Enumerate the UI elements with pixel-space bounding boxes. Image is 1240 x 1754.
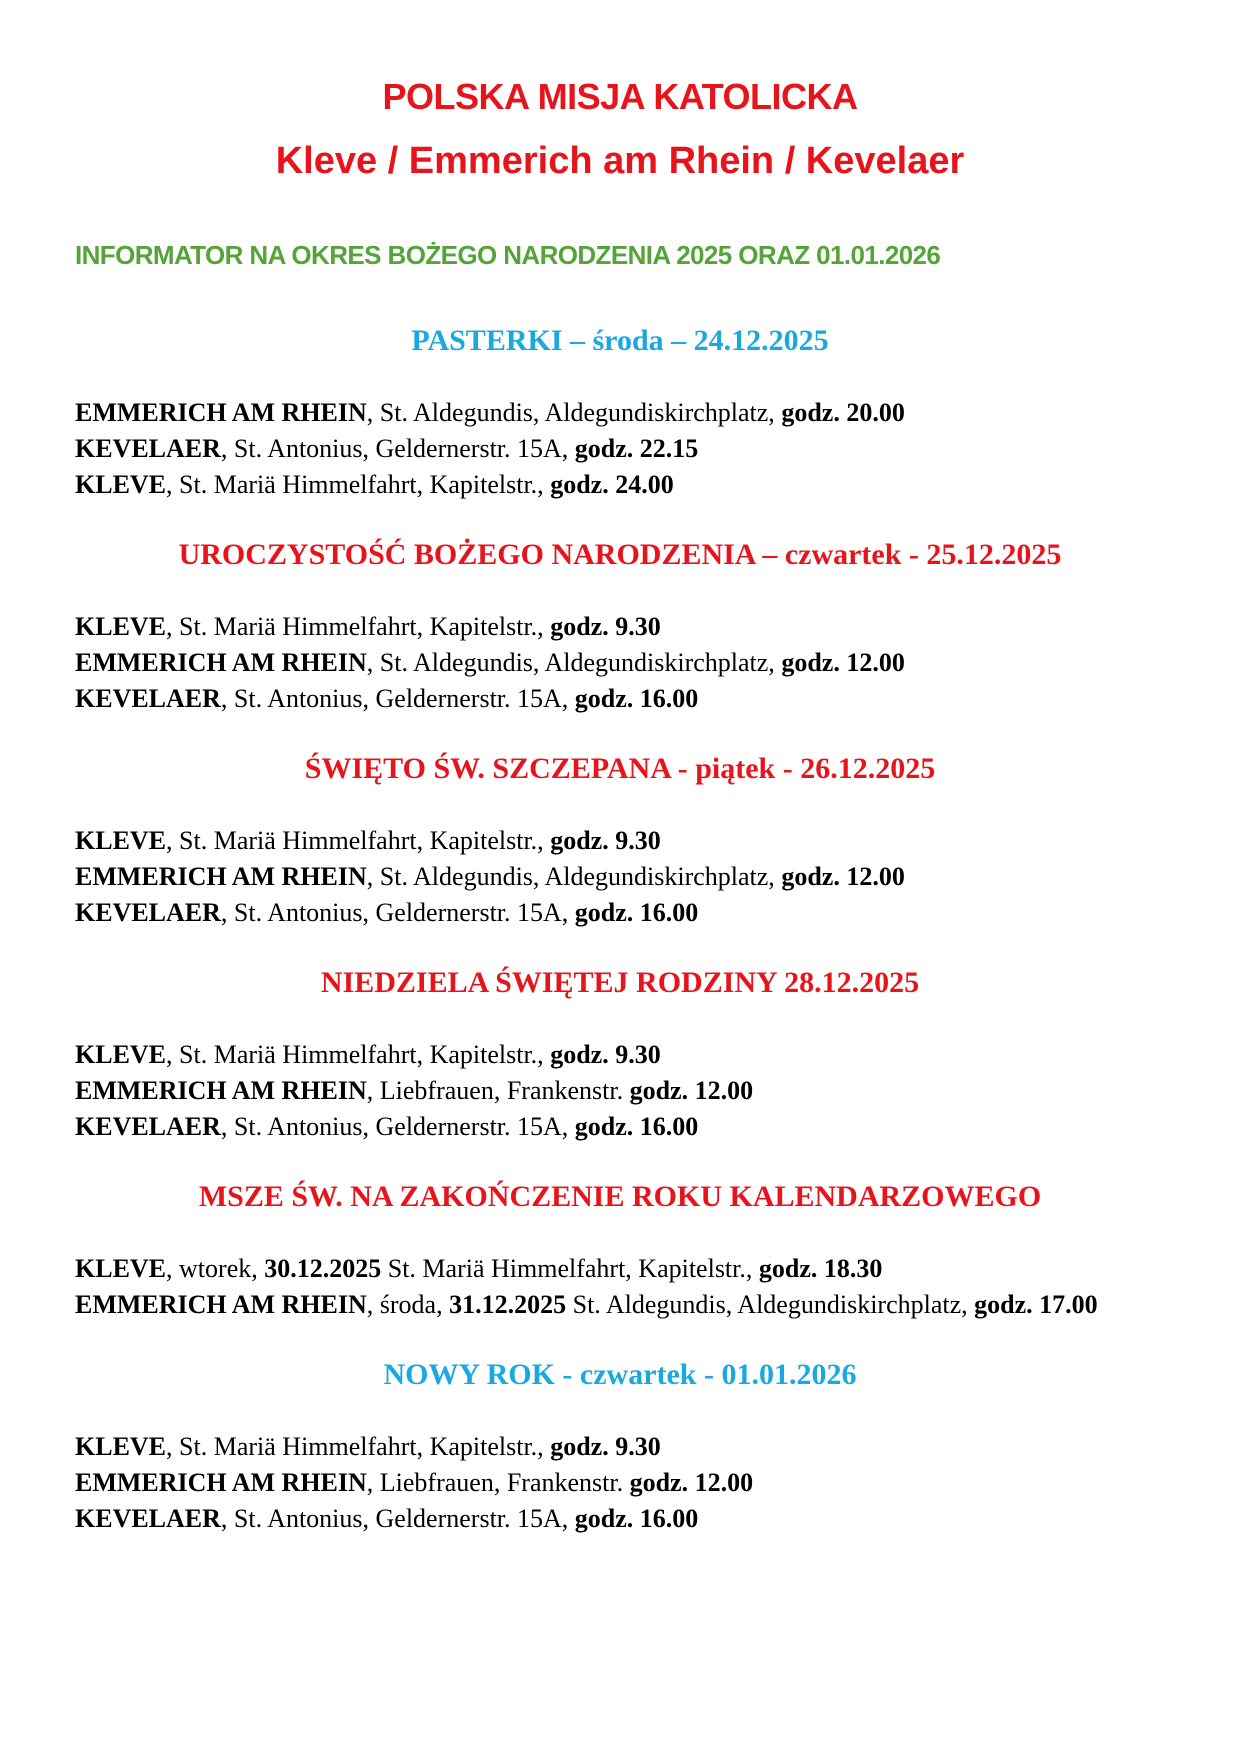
schedule-line bbox=[75, 1504, 698, 1534]
weekday: , wtorek, bbox=[166, 1254, 265, 1283]
mass-time: godz. 16.00 bbox=[574, 1504, 699, 1533]
schedule-line bbox=[75, 684, 698, 714]
church-address: St. Mariä Himmelfahrt, Kapitelstr., bbox=[381, 1254, 759, 1283]
schedule-line bbox=[75, 1254, 882, 1284]
church-address: , Liebfrauen, Frankenstr. bbox=[366, 1468, 630, 1497]
church-address: , St. Aldegundis, Aldegundiskirchplatz, bbox=[366, 398, 782, 427]
place-name: KEVELAER bbox=[75, 898, 221, 927]
mission-title: POLSKA MISJA KATOLICKA bbox=[382, 76, 858, 117]
place-name: KLEVE bbox=[75, 470, 167, 499]
mass-time: godz. 18.30 bbox=[758, 1254, 883, 1283]
schedule-line bbox=[75, 826, 661, 856]
section-title-holy-family: NIEDZIELA ŚWIĘTEJ RODZINY 28.12.2025 bbox=[320, 966, 920, 999]
mass-time: godz. 9.30 bbox=[550, 826, 661, 855]
church-address: , St. Mariä Himmelfahrt, Kapitelstr., bbox=[166, 612, 551, 641]
church-address: , St. Antonius, Geldernerstr. 15A, bbox=[220, 1504, 575, 1533]
mass-time: godz. 16.00 bbox=[574, 898, 699, 927]
section-title-pasterki: PASTERKI – środa – 24.12.2025 bbox=[411, 324, 829, 357]
mass-time: godz. 12.00 bbox=[781, 862, 905, 891]
place-name: KLEVE bbox=[75, 612, 167, 641]
section-title-new-year: NOWY ROK - czwartek - 01.01.2026 bbox=[383, 1358, 857, 1391]
place-name: KLEVE bbox=[75, 826, 167, 855]
schedule-line bbox=[75, 1290, 1098, 1320]
schedule-line bbox=[75, 398, 905, 428]
mass-time: godz. 16.00 bbox=[574, 1112, 699, 1141]
church-address: , St. Aldegundis, Aldegundiskirchplatz, bbox=[366, 862, 782, 891]
church-address: , St. Antonius, Geldernerstr. 15A, bbox=[220, 898, 575, 927]
mass-time: godz. 9.30 bbox=[550, 1432, 661, 1461]
section-title-year-end: MSZE ŚW. NA ZAKOŃCZENIE ROKU KALENDARZOWEGO bbox=[198, 1180, 1042, 1213]
schedule-line bbox=[75, 434, 698, 464]
mass-time: godz. 12.00 bbox=[629, 1076, 754, 1105]
schedule-line bbox=[75, 648, 905, 678]
weekday: , środa, bbox=[366, 1290, 450, 1319]
place-name: KLEVE bbox=[75, 1254, 167, 1283]
church-address: , St. Aldegundis, Aldegundiskirchplatz, bbox=[366, 648, 782, 677]
mass-time: godz. 22.15 bbox=[574, 434, 699, 463]
mass-date: 30.12.2025 bbox=[264, 1254, 382, 1283]
place-name: EMMERICH AM RHEIN bbox=[75, 1076, 367, 1105]
church-address: St. Aldegundis, Aldegundiskirchplatz, bbox=[566, 1290, 975, 1319]
schedule-line bbox=[75, 1112, 698, 1142]
church-address: , St. Mariä Himmelfahrt, Kapitelstr., bbox=[166, 826, 551, 855]
place-name: KLEVE bbox=[75, 1040, 167, 1069]
mass-time: godz. 24.00 bbox=[550, 470, 674, 499]
schedule-line bbox=[75, 1076, 753, 1106]
schedule-line bbox=[75, 862, 905, 892]
place-name: KLEVE bbox=[75, 1432, 167, 1461]
place-name: EMMERICH AM RHEIN bbox=[75, 398, 367, 427]
mass-time: godz. 9.30 bbox=[550, 612, 661, 641]
place-name: KEVELAER bbox=[75, 1112, 221, 1141]
place-name: KEVELAER bbox=[75, 1504, 221, 1533]
schedule-line bbox=[75, 1040, 661, 1070]
mass-time: godz. 9.30 bbox=[550, 1040, 661, 1069]
place-name: KEVELAER bbox=[75, 684, 221, 713]
mass-time: godz. 12.00 bbox=[629, 1468, 754, 1497]
schedule-line bbox=[75, 612, 661, 642]
schedule-line bbox=[75, 470, 674, 500]
informator-heading: INFORMATOR NA OKRES BOŻEGO NARODZENIA 2025 ORAZ 01.01.2026 bbox=[75, 240, 941, 270]
place-name: EMMERICH AM RHEIN bbox=[75, 1290, 367, 1319]
section-title-christmas: UROCZYSTOŚĆ BOŻEGO NARODZENIA – czwartek - 25.12.2025 bbox=[178, 538, 1062, 571]
place-name: EMMERICH AM RHEIN bbox=[75, 1468, 367, 1497]
mass-time: godz. 12.00 bbox=[781, 648, 905, 677]
mission-locations: Kleve / Emmerich am Rhein / Kevelaer bbox=[275, 140, 965, 182]
church-address: , St. Antonius, Geldernerstr. 15A, bbox=[220, 1112, 575, 1141]
church-address: , Liebfrauen, Frankenstr. bbox=[366, 1076, 630, 1105]
place-name: KEVELAER bbox=[75, 434, 221, 463]
mass-time: godz. 20.00 bbox=[781, 398, 905, 427]
mass-date: 31.12.2025 bbox=[449, 1290, 567, 1319]
place-name: EMMERICH AM RHEIN bbox=[75, 648, 367, 677]
schedule-line bbox=[75, 898, 698, 928]
place-name: EMMERICH AM RHEIN bbox=[75, 862, 367, 891]
church-address: , St. Antonius, Geldernerstr. 15A, bbox=[220, 434, 575, 463]
schedule-line bbox=[75, 1432, 661, 1462]
schedule-line bbox=[75, 1468, 753, 1498]
church-address: , St. Mariä Himmelfahrt, Kapitelstr., bbox=[166, 1432, 551, 1461]
mass-time: godz. 17.00 bbox=[974, 1290, 1098, 1319]
section-title-st-stephen: ŚWIĘTO ŚW. SZCZEPANA - piątek - 26.12.2025 bbox=[304, 752, 936, 785]
church-address: , St. Mariä Himmelfahrt, Kapitelstr., bbox=[166, 470, 551, 499]
church-address: , St. Antonius, Geldernerstr. 15A, bbox=[220, 684, 575, 713]
church-address: , St. Mariä Himmelfahrt, Kapitelstr., bbox=[166, 1040, 551, 1069]
mass-time: godz. 16.00 bbox=[574, 684, 699, 713]
